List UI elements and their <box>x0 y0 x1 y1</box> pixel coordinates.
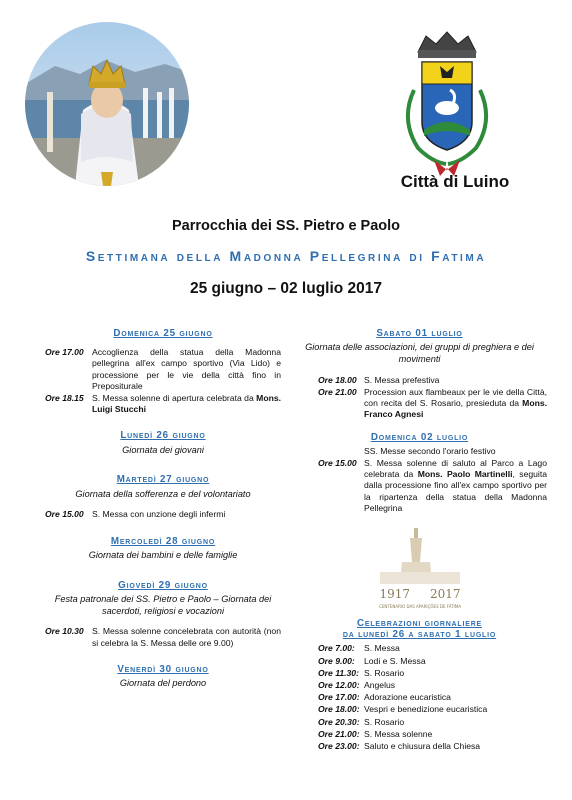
event-time: Ore 15.00 <box>318 458 357 469</box>
day-heading: Venerdì 30 giugno <box>117 663 209 675</box>
day-heading: Sabato 01 luglio <box>376 328 463 339</box>
event-row <box>45 509 281 520</box>
daily-heading: Celebrazioni giornaliere <box>356 618 483 630</box>
celebrant-name: Mons. Paolo Martinelli <box>417 469 513 480</box>
day-theme: Giornata dei giovani <box>122 444 204 455</box>
schedule-row: Ore 21.00: S. Messa solenne <box>318 728 433 739</box>
event-time: Ore 17.00 <box>45 347 84 358</box>
celebrant-name: Mons. Franco Agnesi <box>364 398 547 420</box>
day-heading: Domenica 25 giugno <box>113 328 213 339</box>
madonna-photo <box>25 22 189 186</box>
week-title: Settimana della Madonna Pellegrina di Fatima <box>85 248 487 264</box>
city-crest <box>388 30 506 178</box>
event-desc: Procession aux flambeaux per le vie della Città, con recita del S. Rosario, presieduta da Mons. Franco Agnesi <box>364 387 547 420</box>
event-desc: Accoglienza della statua della Madonna pellegrina all'ex campo sportivo (Via Lido) e processione per le vie della città fino in Prepositurale <box>92 347 281 391</box>
schedule-row: Ore 11.30: S. Rosario <box>318 667 405 678</box>
logo-caption: CENTENARIO DAS APARIÇÕES DE FÁTIMA <box>378 604 461 610</box>
svg-text:19172017 <box>379 587 460 601</box>
event-time: Ore 18.00 <box>318 374 357 385</box>
event-row <box>45 626 281 648</box>
day-theme: Giornata dei bambini e delle famiglie <box>88 549 238 560</box>
day-heading: Mercoledì 28 giugno <box>110 535 216 547</box>
logo-year-start: 1917 <box>378 587 410 602</box>
parish-title: Parrocchia dei SS. Pietro e Paolo <box>171 218 401 234</box>
daily-schedule <box>292 643 547 752</box>
day-theme: Festa patronale dei SS. Pietro e Paolo – Giornata dei sacerdoti, religiosi e vocazioni <box>54 593 272 616</box>
day-heading: Domenica 02 luglio <box>370 431 469 443</box>
event-row <box>292 458 547 514</box>
event-desc: S. Messa prefestiva <box>364 374 440 385</box>
centenary-logo <box>292 522 547 612</box>
celebrant-name: Mons. Luigi Stucchi <box>92 393 281 415</box>
event-row <box>45 347 281 392</box>
schedule-row: Ore 23.00: Saluto e chiusura della Chiesa <box>318 741 481 752</box>
schedule-row: Ore 18.00: Vespri e benedizione eucaristica <box>318 704 488 715</box>
event-row <box>292 387 547 421</box>
event-desc: S. Messa solenne di apertura celebrata da Mons. Luigi Stucchi <box>92 393 281 415</box>
day-heading: Martedì 27 giugno <box>116 474 210 486</box>
date-range: 25 giugno – 02 luglio 2017 <box>189 280 383 297</box>
city-name: Città di Luino <box>400 172 510 191</box>
left-column <box>45 322 281 694</box>
schedule-row: Ore 7.00: S. Messa <box>318 643 400 654</box>
right-column <box>292 322 547 753</box>
event-row <box>292 446 547 457</box>
daily-heading-range: da lunedì 26 a sabato 1 luglio <box>342 629 497 641</box>
schedule-row: Ore 9.00: Lodi e S. Messa <box>318 655 426 666</box>
event-desc: S. Messa solenne concelebrata con autorità (non si celebra la S. Messa delle ore 9.00) <box>92 626 281 648</box>
event-row <box>292 375 547 386</box>
event-time: Ore 18.15 <box>45 393 84 404</box>
day-theme: Giornata della sofferenza e del volontariato <box>75 488 251 499</box>
event-time: Ore 21.00 <box>318 387 357 397</box>
day-heading: Lunedì 26 giugno <box>120 430 206 442</box>
event-desc: S. Messa solenne di saluto al Parco a Lago celebrata da Mons. Paolo Martinelli, seguita dalla processione fino all'ex campo sportivo per la ripartenza della statua della Madonna Pellegrina <box>364 458 547 513</box>
logo-year-end: 2017 <box>429 587 461 602</box>
event-time: Ore 15.00 <box>45 509 84 520</box>
schedule-row: Ore 20.30: S. Rosario <box>318 716 405 727</box>
event-note: SS. Messe secondo l'orario festivo <box>364 445 496 456</box>
event-desc: S. Messa con unzione degli infermi <box>92 509 226 520</box>
event-row <box>45 393 281 415</box>
day-theme: Giornata del perdono <box>119 678 207 689</box>
event-time: Ore 10.30 <box>45 626 84 637</box>
schedule-row: Ore 17.00: Adorazione eucaristica <box>318 692 451 703</box>
day-heading: Giovedì 29 giugno <box>118 579 208 591</box>
day-theme: Giornata delle associazioni, dei gruppi di preghiera e dei movimenti <box>305 342 534 364</box>
schedule-row: Ore 12.00: Angelus <box>318 680 396 691</box>
